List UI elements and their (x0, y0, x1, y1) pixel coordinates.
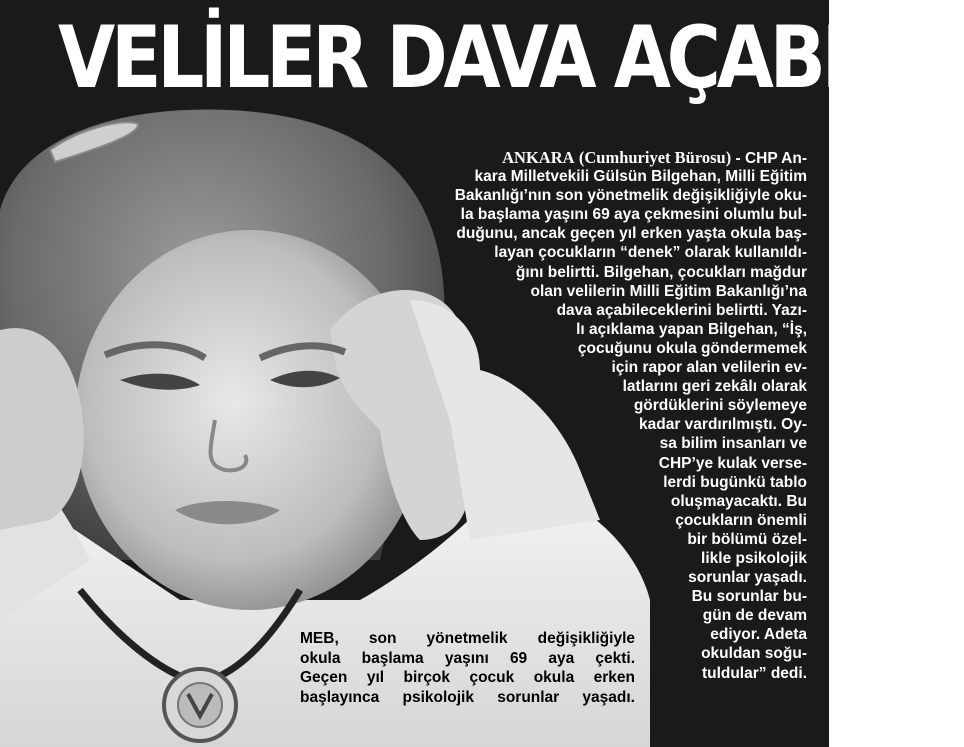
article-line: çocuğunu okula göndermemek (577, 339, 807, 357)
article-line: latlarını geri zekâlı olarak (622, 378, 807, 396)
article-line: kadar vardırılmıştı. Oy- (639, 416, 807, 434)
article-line: layan çocukların “denek” olarak kullanıldı- (494, 244, 807, 262)
article-line: gün de devam (702, 607, 807, 625)
caption-line: Geçen yıl birçok çocuk okula erken (300, 669, 635, 686)
dateline-source: (Cumhuriyet Bürosu) (578, 148, 732, 167)
article-line: ediyor. Adeta (710, 626, 807, 644)
article-line: duğunu, ancak geçen yıl erken yaşta okula baş- (456, 225, 807, 243)
article-line: oluşmayacaktı. Bu (670, 492, 807, 510)
article-line: gördüklerini söylemeye (633, 397, 807, 415)
article-line: lı açıklama yapan Bilgehan, “İş, (576, 320, 807, 338)
article-line: Bakanlığı’nın son yönetmelik değişikliğiyle oku- (454, 187, 807, 205)
article-line: ğını belirtti. Bilgehan, çocukları mağdur (515, 263, 807, 281)
caption-line: başlayınca psikolojik sorunlar yaşadı. (300, 688, 635, 706)
article-line: kara Milletvekili Gülsün Bilgehan, Milli Eğitim (474, 168, 807, 186)
caption-line: okula başlama yaşını 69 aya çekti. (300, 649, 635, 667)
article-line: Bu sorunlar bu- (691, 588, 807, 606)
article-body (415, 148, 807, 683)
dateline-place: ANKARA (502, 148, 575, 167)
article-line: dava açabileceklerini belirtti. Yazı- (556, 301, 807, 319)
headline: VELİLER DAVA AÇABİLİR (58, 8, 964, 108)
article-line: olan velilerin Milli Eğitim Bakanlığı’na (530, 282, 807, 300)
article-line: lerdi bugünkü tablo (663, 473, 807, 491)
caption-line: MEB, son yönetmelik değişikliğiyle (300, 630, 635, 647)
article-line: la başlama yaşını 69 aya çekmesini olumlu bul- (460, 206, 807, 224)
article-line-text: - CHP An- (731, 150, 807, 167)
article-line: tuldular” dedi. (701, 664, 807, 682)
article-line: sorunlar yaşadı. (688, 569, 807, 587)
article-line: için rapor alan velilerin ev- (611, 359, 807, 377)
article-line: bir bölümü özel- (687, 530, 807, 548)
article-line: likle psikolojik (701, 549, 807, 567)
article-line: okuldan soğu- (701, 645, 807, 663)
article-line: CHP’ye kulak verse- (658, 454, 807, 472)
article-line: sa bilim insanları ve (659, 435, 807, 453)
article-line (415, 148, 807, 167)
photo-caption (300, 629, 635, 707)
article-line: çocukların önemli (675, 511, 807, 529)
